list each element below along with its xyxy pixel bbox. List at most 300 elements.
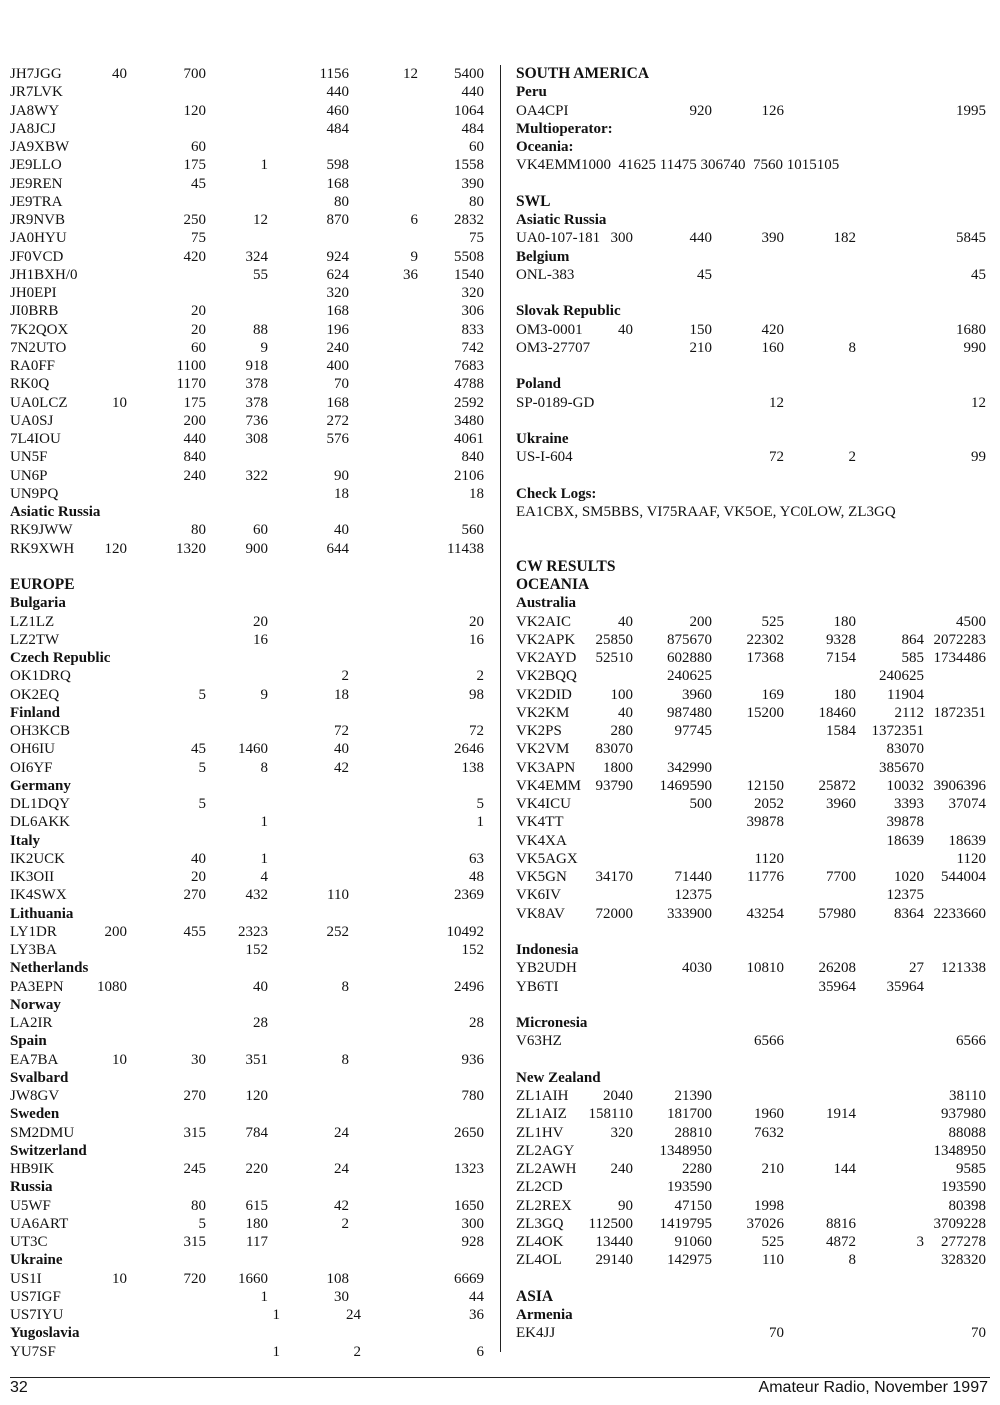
country-heading [10, 594, 488, 612]
callsign: UT3C [10, 1234, 48, 1250]
result-row [10, 1014, 488, 1032]
callsign: VK4ICU [516, 796, 571, 812]
callsign: DL6AKK [10, 814, 70, 831]
result-row [10, 412, 488, 430]
score-cell: 5 [476, 796, 484, 812]
score-cell: 280 [610, 723, 633, 739]
country-heading-text: New Zealand [516, 1069, 601, 1086]
score-cell: 110 [327, 887, 349, 904]
score-cell: 20 [191, 321, 206, 338]
result-row [516, 1251, 990, 1269]
result-row [10, 248, 488, 266]
score-cell: 306 [461, 303, 484, 320]
score-cell: 175 [183, 394, 206, 411]
score-cell: 2592 [454, 394, 484, 411]
callsign: JR7LVK [10, 84, 63, 101]
score-cell: 3393 [894, 796, 924, 812]
score-cell: 152 [461, 942, 484, 958]
score-cell: 328320 [941, 1252, 986, 1269]
result-row [10, 448, 488, 466]
result-row [516, 613, 990, 631]
score-cell: 7632 [754, 1124, 784, 1141]
score-cell: 1419795 [659, 1215, 712, 1232]
result-row [10, 613, 488, 631]
score-cell: 144 [833, 1161, 856, 1177]
result-row [10, 229, 488, 247]
score-cell: 25872 [818, 777, 856, 794]
callsign: YU7SF [10, 1343, 56, 1360]
result-row [10, 978, 488, 996]
score-cell: 2646 [454, 741, 484, 758]
score-cell: 2040 [603, 1088, 633, 1104]
callsign: JE9REN [10, 175, 63, 192]
text-line [516, 156, 990, 174]
country-heading-text: Sweden [10, 1106, 60, 1123]
callsign: JR9NVB [10, 212, 66, 228]
callsign: IK2UCK [10, 850, 65, 867]
callsign: SM2DMU [10, 1124, 75, 1141]
score-cell: 18 [334, 485, 349, 502]
result-row [10, 193, 488, 211]
result-row [516, 795, 990, 813]
score-cell: 700 [183, 66, 206, 82]
callsign: UA0LCZ [10, 394, 68, 411]
result-row [516, 813, 990, 831]
result-row [516, 1124, 990, 1142]
score-cell: 63 [469, 850, 484, 867]
callsign: ZL4OK [516, 1234, 564, 1250]
score-cell: 9 [260, 339, 268, 356]
score-cell: 598 [326, 157, 349, 174]
score-cell: 900 [245, 540, 268, 557]
result-row [10, 1197, 488, 1215]
score-cell: 75 [191, 230, 206, 247]
score-cell: 180 [245, 1215, 268, 1232]
country-heading [10, 1142, 488, 1160]
country-heading-text: Bulgaria [10, 595, 66, 612]
callsign: LZ2TW [10, 631, 60, 648]
score-cell: 1469590 [659, 777, 712, 794]
score-cell: 500 [689, 796, 712, 812]
result-row [516, 832, 990, 850]
score-cell: 1 [260, 157, 268, 174]
result-row [516, 1160, 990, 1178]
callsign: UN9PQ [10, 485, 59, 502]
score-cell: 10 [112, 1270, 127, 1287]
result-row [516, 1233, 990, 1251]
country-heading-text: Czech Republic [10, 650, 111, 666]
score-cell: 525 [761, 613, 784, 630]
callsign: OM3-27707 [516, 339, 591, 356]
result-row [516, 886, 990, 904]
score-cell: 168 [326, 175, 349, 192]
score-cell: 560 [461, 522, 484, 539]
score-cell: 5 [198, 759, 206, 776]
score-cell: 378 [245, 394, 268, 411]
score-cell: 210 [761, 1161, 784, 1177]
score-cell: 120 [104, 540, 127, 557]
score-cell: 342990 [667, 759, 712, 776]
score-cell: 1170 [176, 376, 206, 393]
score-cell: 1372351 [871, 723, 924, 739]
result-row [516, 704, 990, 722]
score-cell: 108 [326, 1270, 349, 1287]
callsign: LY3BA [10, 942, 57, 958]
score-cell: 8 [848, 1252, 856, 1269]
score-cell: 28810 [674, 1124, 712, 1141]
country-heading-text: Asiatic Russia [10, 504, 101, 520]
callsign: VK2VM [516, 741, 570, 758]
callsign: JE9LLO [10, 157, 62, 174]
callsign: UA0SJ [10, 412, 54, 429]
callsign: JA8JCJ [10, 120, 56, 137]
score-cell: 644 [326, 540, 349, 557]
country-heading-text: Indonesia [516, 942, 579, 958]
country-heading-text: Norway [10, 996, 61, 1013]
result-row [10, 284, 488, 302]
result-row [10, 1051, 488, 1069]
score-cell: 42 [334, 1197, 349, 1214]
score-cell: 3960 [682, 686, 712, 703]
country-heading [10, 704, 488, 722]
section-heading-text: EUROPE [10, 576, 75, 593]
score-cell: 40 [112, 66, 127, 82]
result-row [10, 850, 488, 868]
result-row [516, 1324, 990, 1342]
callsign: JF0VCD [10, 248, 64, 265]
section-heading [516, 576, 990, 594]
score-cell: 322 [245, 467, 268, 484]
blank-line [516, 540, 990, 558]
score-cell: 455 [183, 923, 206, 940]
blank-line [516, 467, 990, 485]
score-cell: 11438 [447, 540, 484, 557]
score-cell: 736 [245, 412, 268, 429]
result-row [516, 959, 990, 977]
country-heading-text: Finland [10, 704, 61, 721]
result-row [516, 1178, 990, 1196]
score-cell: 928 [461, 1234, 484, 1250]
result-row [516, 448, 990, 466]
callsign: RK9XWH [10, 540, 75, 557]
blank-line [10, 558, 488, 576]
callsign: UN5F [10, 449, 48, 466]
callsign: US-I-604 [516, 449, 573, 466]
country-heading-text: Armenia [516, 1307, 573, 1323]
score-cell: 182 [833, 230, 856, 247]
callsign: 7N2UTO [10, 339, 67, 356]
callsign: SP-0189-GD [516, 394, 595, 411]
score-cell: 8816 [826, 1215, 856, 1232]
score-cell: 272 [326, 412, 349, 429]
score-cell: 158110 [588, 1106, 633, 1123]
country-heading [516, 302, 990, 320]
callsign: IK3OII [10, 869, 55, 885]
country-heading-text: Multioperator: [516, 120, 613, 137]
callsign: ZL3GQ [516, 1215, 564, 1232]
score-cell: 576 [326, 431, 349, 447]
country-heading-text: Spain [10, 1033, 47, 1050]
result-row [516, 102, 990, 120]
callsign: EA7BA [10, 1051, 59, 1068]
score-cell: 10 [112, 394, 127, 411]
callsign: RA0FF [10, 358, 56, 374]
score-cell: 28 [469, 1015, 484, 1031]
score-cell: 40 [191, 850, 206, 867]
score-cell: 45 [191, 741, 206, 758]
result-row [10, 1160, 488, 1178]
score-cell: 1064 [454, 102, 484, 119]
country-heading-text: Belgium [516, 248, 570, 265]
score-cell: 333900 [667, 905, 712, 922]
result-row [516, 777, 990, 795]
score-cell: 6 [410, 212, 418, 228]
score-cell: 1650 [454, 1197, 484, 1214]
score-cell: 34170 [595, 869, 633, 885]
score-cell: 18 [469, 485, 484, 502]
result-row [10, 302, 488, 320]
result-row [516, 631, 990, 649]
callsign: OM3-0001 [516, 321, 583, 338]
score-cell: 1020 [894, 869, 924, 885]
score-cell: 152 [245, 942, 268, 958]
score-cell: 45 [971, 266, 986, 283]
score-cell: 615 [245, 1197, 268, 1214]
score-cell: 12375 [886, 887, 924, 904]
score-cell: 390 [461, 175, 484, 192]
result-row [516, 339, 990, 357]
score-cell: 168 [326, 303, 349, 320]
results-column-right [516, 65, 990, 1343]
result-row [10, 339, 488, 357]
result-row [516, 667, 990, 685]
score-cell: 870 [326, 212, 349, 228]
score-cell: 624 [326, 266, 349, 283]
country-heading [10, 1069, 488, 1087]
score-cell: 180 [833, 613, 856, 630]
result-row [10, 1343, 488, 1361]
score-cell: 2 [341, 668, 349, 685]
callsign: LA2IR [10, 1015, 53, 1031]
score-cell: 1100 [176, 358, 206, 374]
score-cell: 3480 [454, 412, 484, 429]
score-cell: 7700 [826, 869, 856, 885]
score-cell: 196 [326, 321, 349, 338]
score-cell: 918 [245, 358, 268, 374]
score-cell: 120 [183, 102, 206, 119]
country-heading [516, 375, 990, 393]
callsign: OH3KCB [10, 723, 71, 739]
country-heading [10, 996, 488, 1014]
country-heading-text: Ukraine [516, 431, 569, 447]
result-row [516, 686, 990, 704]
score-cell: 16 [253, 631, 268, 648]
results-column-left [10, 65, 488, 1361]
callsign: UN6P [10, 467, 48, 484]
score-cell: 110 [762, 1252, 784, 1269]
score-cell: 88 [253, 321, 268, 338]
country-heading [10, 503, 488, 521]
result-row [516, 1087, 990, 1105]
country-heading-text: Australia [516, 595, 576, 612]
score-cell: 875670 [667, 631, 712, 648]
blank-line [516, 1051, 990, 1069]
score-cell: 6566 [754, 1033, 784, 1050]
callsign: ZL1AIZ [516, 1106, 567, 1123]
score-cell: 142975 [667, 1252, 712, 1269]
score-cell: 181700 [667, 1106, 712, 1123]
score-cell: 3709228 [933, 1215, 986, 1232]
callsign: ZL1AIH [516, 1088, 569, 1104]
score-cell: 585 [901, 650, 924, 666]
country-heading-text: Peru [516, 84, 547, 101]
country-heading [10, 959, 488, 977]
section-heading [516, 1288, 990, 1306]
score-cell: 240 [610, 1161, 633, 1177]
score-cell: 93790 [595, 777, 633, 794]
score-cell: 1348950 [933, 1142, 986, 1159]
score-cell: 70 [971, 1325, 986, 1342]
score-cell: 2323 [238, 923, 268, 940]
score-cell: 168 [326, 394, 349, 411]
score-cell: 308 [245, 431, 268, 447]
score-cell: 1320 [176, 540, 206, 557]
score-cell: 180 [833, 686, 856, 703]
callsign: JA8WY [10, 102, 60, 119]
callsign: JH7JGG [10, 66, 62, 82]
country-heading [10, 649, 488, 667]
score-cell: 277278 [941, 1234, 986, 1250]
score-cell: 250 [183, 212, 206, 228]
result-row [516, 868, 990, 886]
result-row [516, 722, 990, 740]
section-heading-text: SOUTH AMERICA [516, 65, 650, 82]
score-cell: 920 [689, 102, 712, 119]
score-cell: 2 [341, 1215, 349, 1232]
country-heading-text: Check Logs: [516, 485, 597, 502]
score-cell: 440 [326, 84, 349, 101]
result-row [516, 1032, 990, 1050]
country-heading-text: Italy [10, 832, 40, 849]
score-cell: 2106 [454, 467, 484, 484]
score-cell: 1680 [956, 321, 986, 338]
result-row [10, 138, 488, 156]
score-cell: 20 [191, 303, 206, 320]
callsign: US7IYU [10, 1307, 64, 1323]
section-heading [516, 65, 990, 83]
country-heading [10, 1032, 488, 1050]
score-cell: 2280 [682, 1161, 712, 1177]
blank-line [516, 996, 990, 1014]
score-cell: 100 [610, 686, 633, 703]
result-row [10, 1233, 488, 1251]
score-cell: 169 [761, 686, 784, 703]
result-row [10, 521, 488, 539]
score-cell: 60 [469, 139, 484, 155]
callsign: V63HZ [516, 1033, 562, 1050]
score-cell: 200 [104, 923, 127, 940]
score-cell: 2369 [454, 887, 484, 904]
result-row [10, 83, 488, 101]
country-heading [10, 1324, 488, 1342]
score-cell: 245 [183, 1161, 206, 1177]
country-heading [516, 1014, 990, 1032]
callsign: VK2DID [516, 686, 572, 703]
country-heading [516, 120, 990, 138]
score-cell: 40 [334, 522, 349, 539]
score-cell: 40 [618, 704, 633, 721]
score-cell: 8 [848, 339, 856, 356]
callsign: VK5AGX [516, 850, 578, 867]
score-cell: 1584 [826, 723, 856, 739]
result-row [10, 485, 488, 503]
score-cell: 45 [191, 175, 206, 192]
result-row [10, 266, 488, 284]
score-cell: 11904 [887, 686, 924, 703]
column-divider [500, 65, 501, 1352]
score-cell: 1348950 [659, 1142, 712, 1159]
result-row [10, 211, 488, 229]
score-cell: 936 [461, 1051, 484, 1068]
country-heading [516, 138, 990, 156]
score-cell: 38110 [949, 1088, 986, 1104]
score-cell: 24 [334, 1124, 349, 1141]
score-cell: 924 [326, 248, 349, 265]
country-heading [10, 832, 488, 850]
score-cell: 1 [476, 814, 484, 831]
score-cell: 90 [618, 1197, 633, 1214]
score-cell: 833 [461, 321, 484, 338]
score-cell: 460 [326, 102, 349, 119]
score-cell: 3906396 [933, 777, 986, 794]
score-cell: 40 [618, 321, 633, 338]
page-number: 32 [10, 1379, 28, 1396]
country-heading-text: Oceania: [516, 139, 574, 155]
result-row [10, 941, 488, 959]
score-cell: 1914 [826, 1106, 856, 1123]
result-row [10, 102, 488, 120]
score-cell: 525 [761, 1234, 784, 1250]
score-cell: 3960 [826, 796, 856, 812]
score-cell: 2 [848, 449, 856, 466]
result-row [516, 394, 990, 412]
country-heading-text: Slovak Republic [516, 303, 621, 320]
result-row [516, 740, 990, 758]
callsign: JA9XBW [10, 139, 70, 155]
country-heading-text: Poland [516, 376, 562, 393]
result-row [516, 1215, 990, 1233]
score-cell: 12 [971, 394, 986, 411]
callsign: ZL2AWH [516, 1161, 577, 1177]
score-cell: 52510 [595, 650, 633, 666]
text-line-content: VK4EMM1000 41625 11475 306740 7560 1015105 [516, 157, 840, 174]
score-cell: 72 [769, 449, 784, 466]
score-cell: 37074 [948, 796, 986, 812]
score-cell: 98 [469, 686, 484, 703]
score-cell: 26208 [818, 960, 856, 977]
score-cell: 44 [469, 1288, 484, 1305]
score-cell: 30 [191, 1051, 206, 1068]
score-cell: 12150 [746, 777, 784, 794]
score-cell: 270 [183, 887, 206, 904]
score-cell: 240625 [667, 668, 712, 685]
score-cell: 47150 [674, 1197, 712, 1214]
score-cell: 40 [618, 613, 633, 630]
callsign: US7IGF [10, 1288, 61, 1305]
section-heading [10, 576, 488, 594]
score-cell: 784 [245, 1124, 268, 1141]
callsign: VK2KM [516, 704, 570, 721]
